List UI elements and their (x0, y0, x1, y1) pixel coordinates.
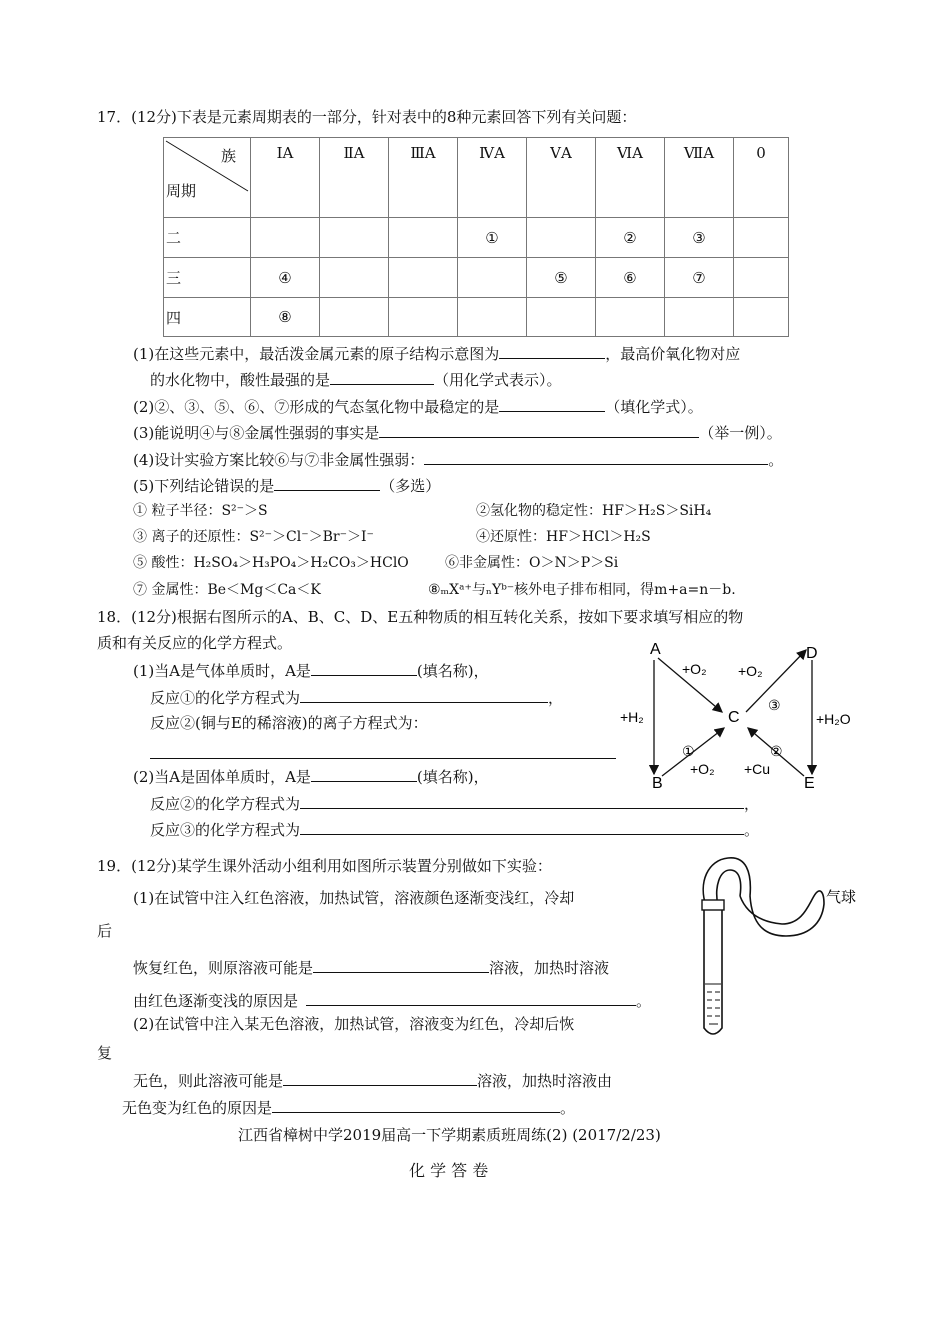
answer-blank[interactable] (274, 475, 380, 491)
q17-p1a: (1)在这些元素中，最活泼金属元素的原子结构示意图为 (133, 345, 500, 363)
group-header: ⅥA (596, 138, 665, 218)
table-cell (320, 258, 389, 298)
option-6: ⑥非金属性：O＞N＞P＞Si (445, 555, 619, 571)
table-row (164, 218, 789, 258)
q18-r3-end: ， (744, 795, 760, 813)
option-2: ②氢化物的稳定性：HF＞H₂S＞SiH₄ (476, 503, 712, 519)
answer-blank[interactable] (330, 369, 434, 385)
liquid-hatching (707, 992, 720, 1024)
label-h2o: +H₂O (816, 711, 851, 727)
q18-line1: 18．(12分)根据右图所示的A、B、C、D、E五种物质的相互转化关系，按如下要求填写相应的物 (97, 608, 744, 626)
table-cell (596, 298, 665, 337)
label-o2-bottom: +O₂ (690, 761, 715, 777)
period-label: 二 (164, 218, 251, 258)
q19-l4a: 恢复红色，则原溶液可能是 (133, 959, 314, 977)
table-cell (458, 298, 527, 337)
table-cell (389, 258, 458, 298)
option-8: ⑧ₘXᵃ⁺与ₙYᵇ⁻核外电子排布相同，得m+a=n－b. (428, 582, 736, 598)
table-cell: ④ (251, 258, 320, 298)
q19-l5b: 。 (636, 992, 652, 1010)
table-cell: ① (458, 218, 527, 258)
table-cell (320, 298, 389, 337)
q18-p2b: (填名称)， (416, 768, 489, 786)
q19-line5 (133, 990, 651, 1011)
answer-blank[interactable] (150, 741, 616, 759)
answer-blank[interactable] (424, 449, 768, 465)
answer-blank[interactable] (499, 396, 605, 412)
answer-blank[interactable] (283, 1070, 477, 1086)
q19-l9a: 无色变为红色的原因是 (122, 1099, 273, 1117)
q19-line3: 后 (97, 922, 113, 940)
table-cell (734, 258, 789, 298)
q18-r4-label: 反应③的化学方程式为 (150, 821, 301, 839)
option-7: ⑦ 金属性：Be＜Mg＜Ca＜K (133, 582, 321, 598)
corner-diagonal (164, 139, 250, 217)
group-header: ⅠA (251, 138, 320, 218)
q19-line6: (2)在试管中注入某无色溶液，加热试管，溶液变为红色，冷却后恢 (133, 1015, 575, 1033)
q19-line8 (133, 1070, 612, 1091)
table-cell: ⑦ (665, 258, 734, 298)
q19-line9 (122, 1097, 575, 1118)
q17-p4a: (4)设计实验方案比较⑥与⑦非金属性强弱： (133, 451, 425, 469)
label-cu: +Cu (744, 761, 771, 777)
table-cell (389, 218, 458, 258)
node-d: D (806, 645, 818, 662)
answer-blank[interactable] (499, 343, 605, 359)
q18-r1-label: 反应①的化学方程式为 (150, 689, 301, 707)
table-cell (320, 218, 389, 258)
label-o2-top-right: +O₂ (738, 663, 763, 679)
table-cell (527, 218, 596, 258)
q18-reaction4 (150, 819, 759, 840)
answer-blank[interactable] (306, 990, 636, 1006)
corner-group-label: 族 (220, 146, 236, 165)
q17-part4 (133, 449, 783, 470)
q18-r3-label: 反应②的化学方程式为 (150, 795, 301, 813)
test-tube (704, 910, 722, 1034)
table-cell: ⑤ (527, 258, 596, 298)
q19-line2: (1)在试管中注入红色溶液，加热试管，溶液颜色逐渐变浅红，冷却 (133, 889, 575, 907)
q17-p3b: （举一例）。 (699, 424, 782, 442)
q18-part2 (133, 766, 489, 787)
periodic-table (163, 137, 789, 337)
table-row (164, 298, 789, 337)
option-5: ⑤ 酸性：H₂SO₄＞H₃PO₄＞H₂CO₃＞HClO (133, 555, 409, 571)
option-4: ④还原性：HF＞HCl＞H₂S (476, 529, 651, 545)
q19-line1: 19．(12分)某学生课外活动小组利用如图所示装置分别做如下实验： (97, 857, 552, 875)
q17-part1-line2 (150, 369, 562, 390)
q18-p1a: (1)当A是气体单质时，A是 (133, 662, 311, 680)
answer-blank[interactable] (311, 766, 417, 782)
balloon-shape (740, 891, 824, 936)
label-h2: +H₂ (620, 709, 644, 725)
q18-part1 (133, 660, 489, 681)
q17-p2a: (2)②、③、⑤、⑥、⑦形成的气态氢化物中最稳定的是 (133, 398, 500, 416)
q19-l5a: 由红色逐渐变浅的原因是 (133, 992, 299, 1010)
q17-p5b: （多选） (380, 477, 441, 495)
q18-p2a: (2)当A是固体单质时，A是 (133, 768, 311, 786)
q19-l8a: 无色，则此溶液可能是 (133, 1072, 284, 1090)
q17-part5 (133, 475, 440, 496)
q17-p4b: 。 (768, 451, 784, 469)
q19-l4b: 溶液，加热时溶液 (489, 959, 610, 977)
table-corner (164, 138, 251, 218)
q18-r4-end: 。 (744, 821, 760, 839)
stopper (702, 900, 724, 910)
group-header: ⅤA (527, 138, 596, 218)
answer-blank[interactable] (313, 957, 489, 973)
balloon-label: 气球 (826, 888, 857, 906)
answer-blank[interactable] (311, 660, 417, 676)
group-header: ⅦA (665, 138, 734, 218)
answer-blank[interactable] (272, 1097, 560, 1113)
label-o2-top-left: +O₂ (682, 661, 707, 677)
reaction-diagram (616, 636, 866, 800)
q19-line4 (133, 957, 609, 978)
q17-p1d: （用化学式表示）。 (434, 371, 562, 389)
q18-line2: 质和有关反应的化学方程式。 (97, 634, 293, 652)
node-e: E (804, 775, 815, 792)
q19-l9b: 。 (560, 1099, 576, 1117)
q18-reaction2: 反应②(铜与E的稀溶液)的离子方程式为： (150, 714, 428, 732)
page-title: 化 学 答 卷 (409, 1161, 489, 1180)
q17-p2b: （填化学式）。 (605, 398, 703, 416)
q17-p1c: 的水化物中，酸性最强的是 (150, 371, 331, 389)
table-cell (458, 258, 527, 298)
label-reaction-1: ① (682, 743, 695, 759)
q17-part3 (133, 422, 782, 443)
answer-blank[interactable] (379, 422, 699, 438)
table-cell (251, 218, 320, 258)
period-label: 四 (164, 298, 251, 337)
table-cell (389, 298, 458, 337)
q17-part2 (133, 396, 703, 417)
table-cell (527, 298, 596, 337)
table-row (164, 258, 789, 298)
period-label: 三 (164, 258, 251, 298)
q17-p1b: ，最高价氧化物对应 (605, 345, 741, 363)
node-a: A (650, 641, 661, 658)
q18-p1b: (填名称)， (416, 662, 489, 680)
corner-period-label: 周期 (166, 181, 197, 200)
answer-blank[interactable] (300, 819, 744, 835)
table-cell: ② (596, 218, 665, 258)
answer-blank[interactable] (300, 687, 548, 703)
label-reaction-2: ② (770, 743, 783, 759)
option-3: ③ 离子的还原性：S²⁻＞Cl⁻＞Br⁻＞I⁻ (133, 529, 374, 545)
table-cell (734, 218, 789, 258)
q18-r1-end: ， (548, 689, 564, 707)
group-header: ⅣA (458, 138, 527, 218)
q17-p3a: (3)能说明④与⑧金属性强弱的事实是 (133, 424, 380, 442)
test-tube-apparatus (690, 852, 880, 1042)
node-b: B (652, 775, 663, 792)
label-reaction-3: ③ (768, 697, 781, 713)
table-cell (665, 298, 734, 337)
q17-p5a: (5)下列结论错误的是 (133, 477, 275, 495)
q18-reaction1 (150, 687, 563, 708)
option-1: ① 粒子半径：S²⁻＞S (133, 503, 268, 519)
node-c: C (728, 709, 740, 726)
table-cell (734, 298, 789, 337)
q17-intro: 17．(12分)下表是元素周期表的一部分，针对表中的8种元素回答下列有关问题： (97, 108, 637, 126)
q17-part1-line1 (133, 343, 740, 364)
table-cell: ⑥ (596, 258, 665, 298)
q19-line7: 复 (97, 1044, 113, 1062)
school-header: 江西省樟树中学2019届高一下学期素质班周练(2) (2017/2/23) (238, 1126, 661, 1144)
table-cell: ⑧ (251, 298, 320, 337)
group-header: ⅢA (389, 138, 458, 218)
group-header: 0 (734, 138, 789, 218)
q19-l8b: 溶液，加热时溶液由 (477, 1072, 613, 1090)
group-header: ⅡA (320, 138, 389, 218)
table-cell: ③ (665, 218, 734, 258)
